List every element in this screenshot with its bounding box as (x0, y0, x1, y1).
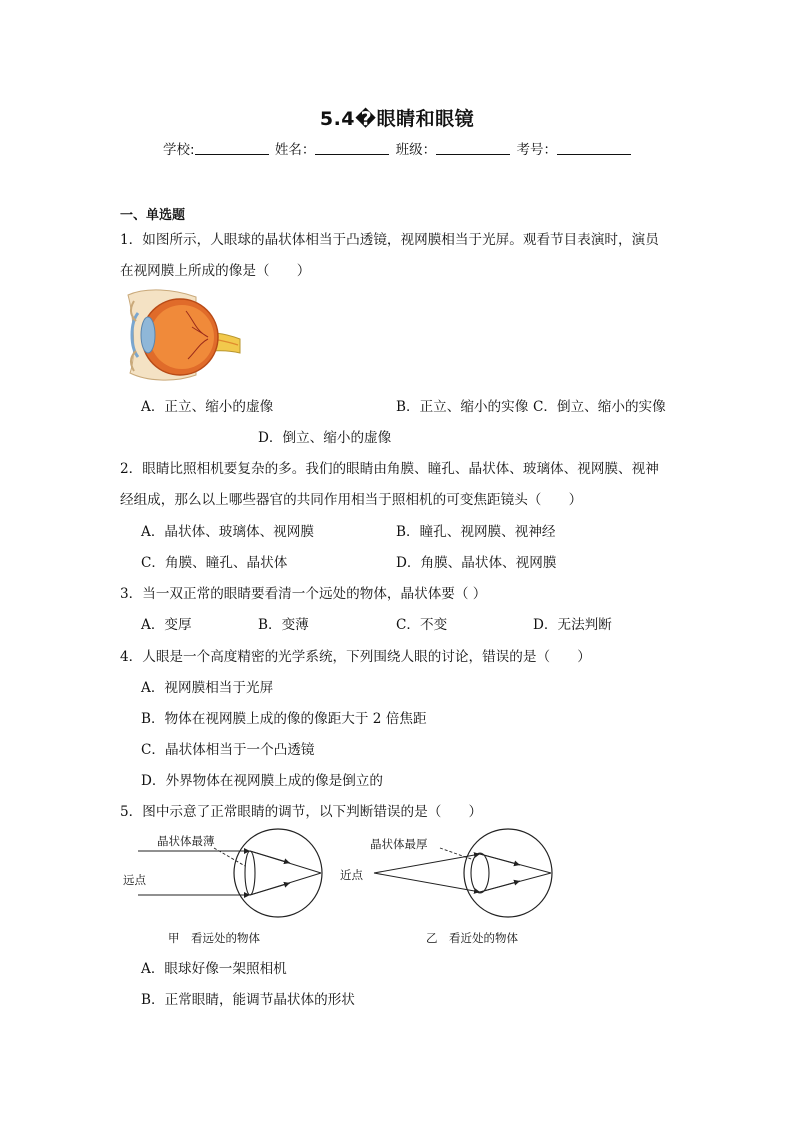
q1-option-a[interactable]: A．正立、缩小的虚像 (141, 399, 274, 415)
class-blank[interactable] (436, 142, 510, 155)
fig-left-top-label: 晶状体最薄 (157, 834, 215, 848)
name-blank[interactable] (315, 142, 389, 155)
q2-line2: 经组成，那么以上哪些器官的共同作用相当于照相机的可变焦距镜头（ ） (120, 492, 583, 508)
student-info-line (163, 138, 633, 158)
q5-option-a[interactable]: A．眼球好像一架照相机 (141, 961, 287, 977)
q2-option-a[interactable]: A．晶状体、玻璃体、视网膜 (141, 524, 314, 540)
eyeball-diagram (126, 287, 244, 383)
left-thin-lens (245, 851, 255, 895)
q4-option-c[interactable]: C．晶状体相当于一个凸透镜 (141, 742, 315, 758)
q1-line1: 1．如图所示，人眼球的晶状体相当于凸透镜，视网膜相当于光屏。观看节目表演时，演员 (120, 232, 659, 248)
q2-option-c[interactable]: C．角膜、瞳孔、晶状体 (141, 555, 288, 571)
q5-line1: 5．图中示意了正常眼睛的调节，以下判断错误的是（ ） (120, 804, 483, 820)
section-heading: 一、单选题 (120, 208, 186, 223)
class-label: 班级： (395, 142, 437, 158)
q4-option-b[interactable]: B．物体在视网膜上成的像的像距大于 2 倍焦距 (141, 711, 427, 727)
page-title: 5.4�眼睛和眼镜 (319, 108, 475, 130)
q1-option-c[interactable]: C．倒立、缩小的实像 (533, 399, 666, 415)
q4-option-d[interactable]: D．外界物体在视网膜上成的像是倒立的 (141, 773, 383, 789)
fig-right-top-label: 晶状体最厚 (370, 837, 428, 851)
q3-option-d[interactable]: D．无法判断 (533, 617, 612, 633)
name-label: 姓名： (274, 142, 316, 158)
school-blank[interactable] (195, 142, 269, 155)
q4-option-a[interactable]: A．视网膜相当于光屏 (141, 680, 274, 696)
left-eyeball-outline (234, 829, 322, 917)
fig-left-caption: 甲 看远处的物体 (168, 931, 260, 945)
school-label: 学校: (163, 142, 195, 158)
q3-option-c[interactable]: C．不变 (396, 617, 448, 633)
q4-line1: 4．人眼是一个高度精密的光学系统，下列围绕人眼的讨论，错误的是（ ） (120, 649, 591, 665)
number-blank[interactable] (557, 142, 631, 155)
fig-left-side-label: 远点 (123, 873, 146, 887)
q5-option-b[interactable]: B．正常眼睛，能调节晶状体的形状 (141, 992, 355, 1008)
q2-line1: 2．眼睛比照相机要复杂的多。我们的眼睛由角膜、瞳孔、晶状体、玻璃体、视网膜、视神 (120, 461, 659, 477)
q2-option-b[interactable]: B．瞳孔、视网膜、视神经 (396, 524, 556, 540)
fig-right-caption: 乙 看近处的物体 (426, 931, 518, 945)
number-label: 考号： (516, 142, 557, 158)
q1-line2: 在视网膜上所成的像是（ ） (120, 263, 311, 279)
right-thick-lens (471, 853, 489, 893)
q3-line1: 3．当一双正常的眼睛要看清一个远处的物体，晶状体要（ ） (120, 586, 487, 602)
q2-option-d[interactable]: D．角膜、晶状体、视网膜 (396, 555, 557, 571)
q1-option-b[interactable]: B．正立、缩小的实像 (396, 399, 529, 415)
fig-right-side-label: 近点 (340, 868, 363, 882)
q1-option-d[interactable]: D．倒立、缩小的虚像 (258, 430, 392, 446)
q3-option-b[interactable]: B．变薄 (258, 617, 309, 633)
right-eyeball-outline (464, 829, 552, 917)
q3-option-a[interactable]: A．变厚 (141, 617, 192, 633)
